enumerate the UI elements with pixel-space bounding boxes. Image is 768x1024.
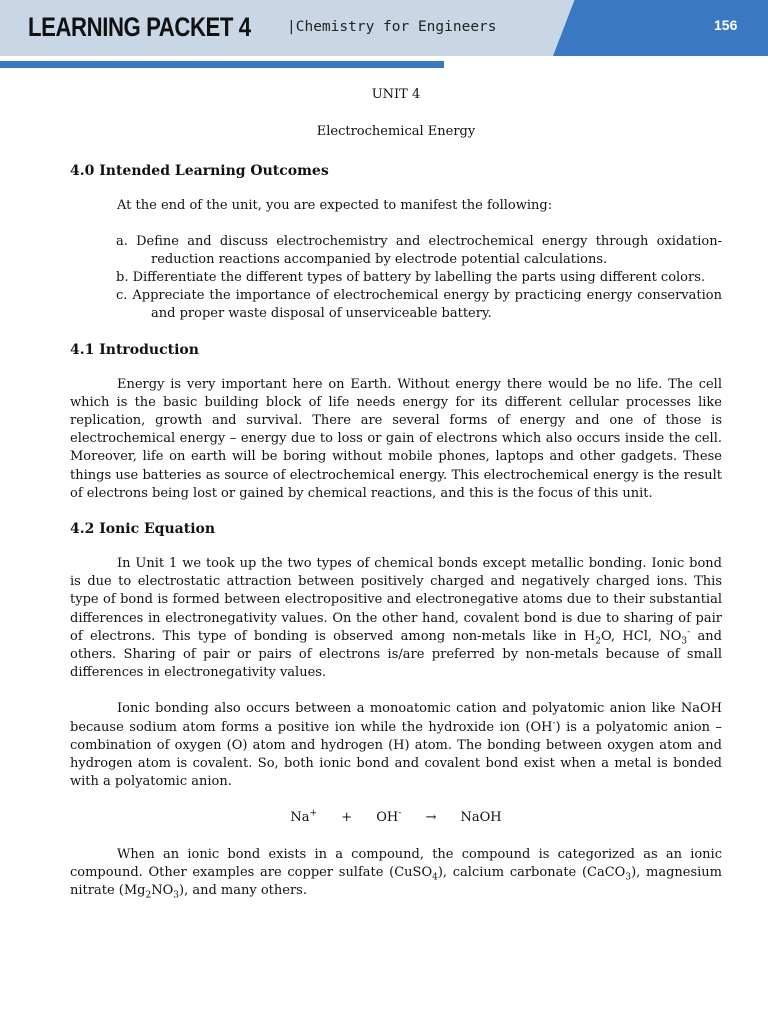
equation-reactant-hydroxide: OH- [376,809,402,826]
unit-subtitle: Electrochemical Energy [316,124,476,140]
introduction-paragraph: Energy is very important here on Earth. Without energy there would be no life. The cell which is the basic building block of life needs energy for its different cellular processes like replication, growth and survival. There are several forms of energy and one of those is electrochemical energy – energy due to loss or gain of electrons which also occurs inside the cell. Moreover, life on earth will be boring without mobile phones, laptops and other gadgets. These things use batteries as source of electrochemical energy. This electrochemical energy is the result of electrons being lost or gained by chemical reactions, and this is the focus of this unit. [70,376,722,501]
course-title: |Chemistry for Engineers [287,19,497,35]
section-heading-learning-outcomes: 4.0 Intended Learning Outcomes [70,163,329,180]
packet-title: LEARNING PACKET 4 [28,12,251,42]
ionic-equation [70,809,722,827]
page-header [0,0,768,70]
polyatomic-paragraph: Ionic bonding also occurs between a monoatomic cation and polyatomic anion like NaOH because sodium atom forms a positive ion while the hydroxide ion (OH-) is a polyatomic anion – combination of oxygen (O) atom and hydrogen (H) atom. The bonding between oxygen atom and hydrogen atom is covalent. So, both ionic bond and covalent bond exist when a metal is bonded with a polyatomic anion. [70,701,722,790]
ionic-compound-paragraph: When an ionic bond exists in a compound, the compound is categorized as an ionic compound. Other examples are copper sulfate (CuSO$_4$), calcium carbonate (CaCO$_3$), magnesium nitrate $(Mg_2NO_3)$, and many others. [70,846,722,901]
equation-arrow-icon: → [425,810,437,826]
outcomes-list [70,233,722,324]
outcome-item: c. Appreciate the importance of electrochemical energy by practicing energy conservation and proper waste disposal of unserviceable battery. [116,288,722,322]
document-body [70,86,722,900]
unit-title: UNIT 4 [371,87,421,102]
equation-reactant-sodium: Na+ [290,809,318,826]
outcome-item: b. Differentiate the different types of battery by labelling the parts using different colors. [116,270,706,286]
equation-plus: + [341,810,353,826]
section-heading-ionic-equation: 4.2 Ionic Equation [70,521,216,538]
ionic-bond-paragraph: In Unit 1 we took up the two types of chemical bonds except metallic bonding. Ionic bond is due to electrostatic attraction between positively charged and negatively charged ions. This type of bond is formed between electropositive and electronegative atoms due to their substantial differences in electronegativity values. On the other hand, covalent bond is due to sharing of pair of electrons. This type of bonding is observed among non-metals like in $H_2O$, HCl, $NO_3^-$ and others. Sharing of pair or pairs of electrons is/are preferred by non-metals because of small differences in electronegativity values. [70,556,722,681]
header-underline-bar [0,61,444,68]
equation-product: NaOH [460,810,502,826]
page-number: 156 [714,17,738,33]
section-heading-introduction: 4.1 Introduction [70,341,199,358]
outcomes-intro: At the end of the unit, you are expected to manifest the following: [117,198,553,214]
outcome-item: a. Define and discuss electrochemistry and electrochemical energy through oxidation-reduction reactions accompanied by electrode potential calculations. [116,233,722,267]
